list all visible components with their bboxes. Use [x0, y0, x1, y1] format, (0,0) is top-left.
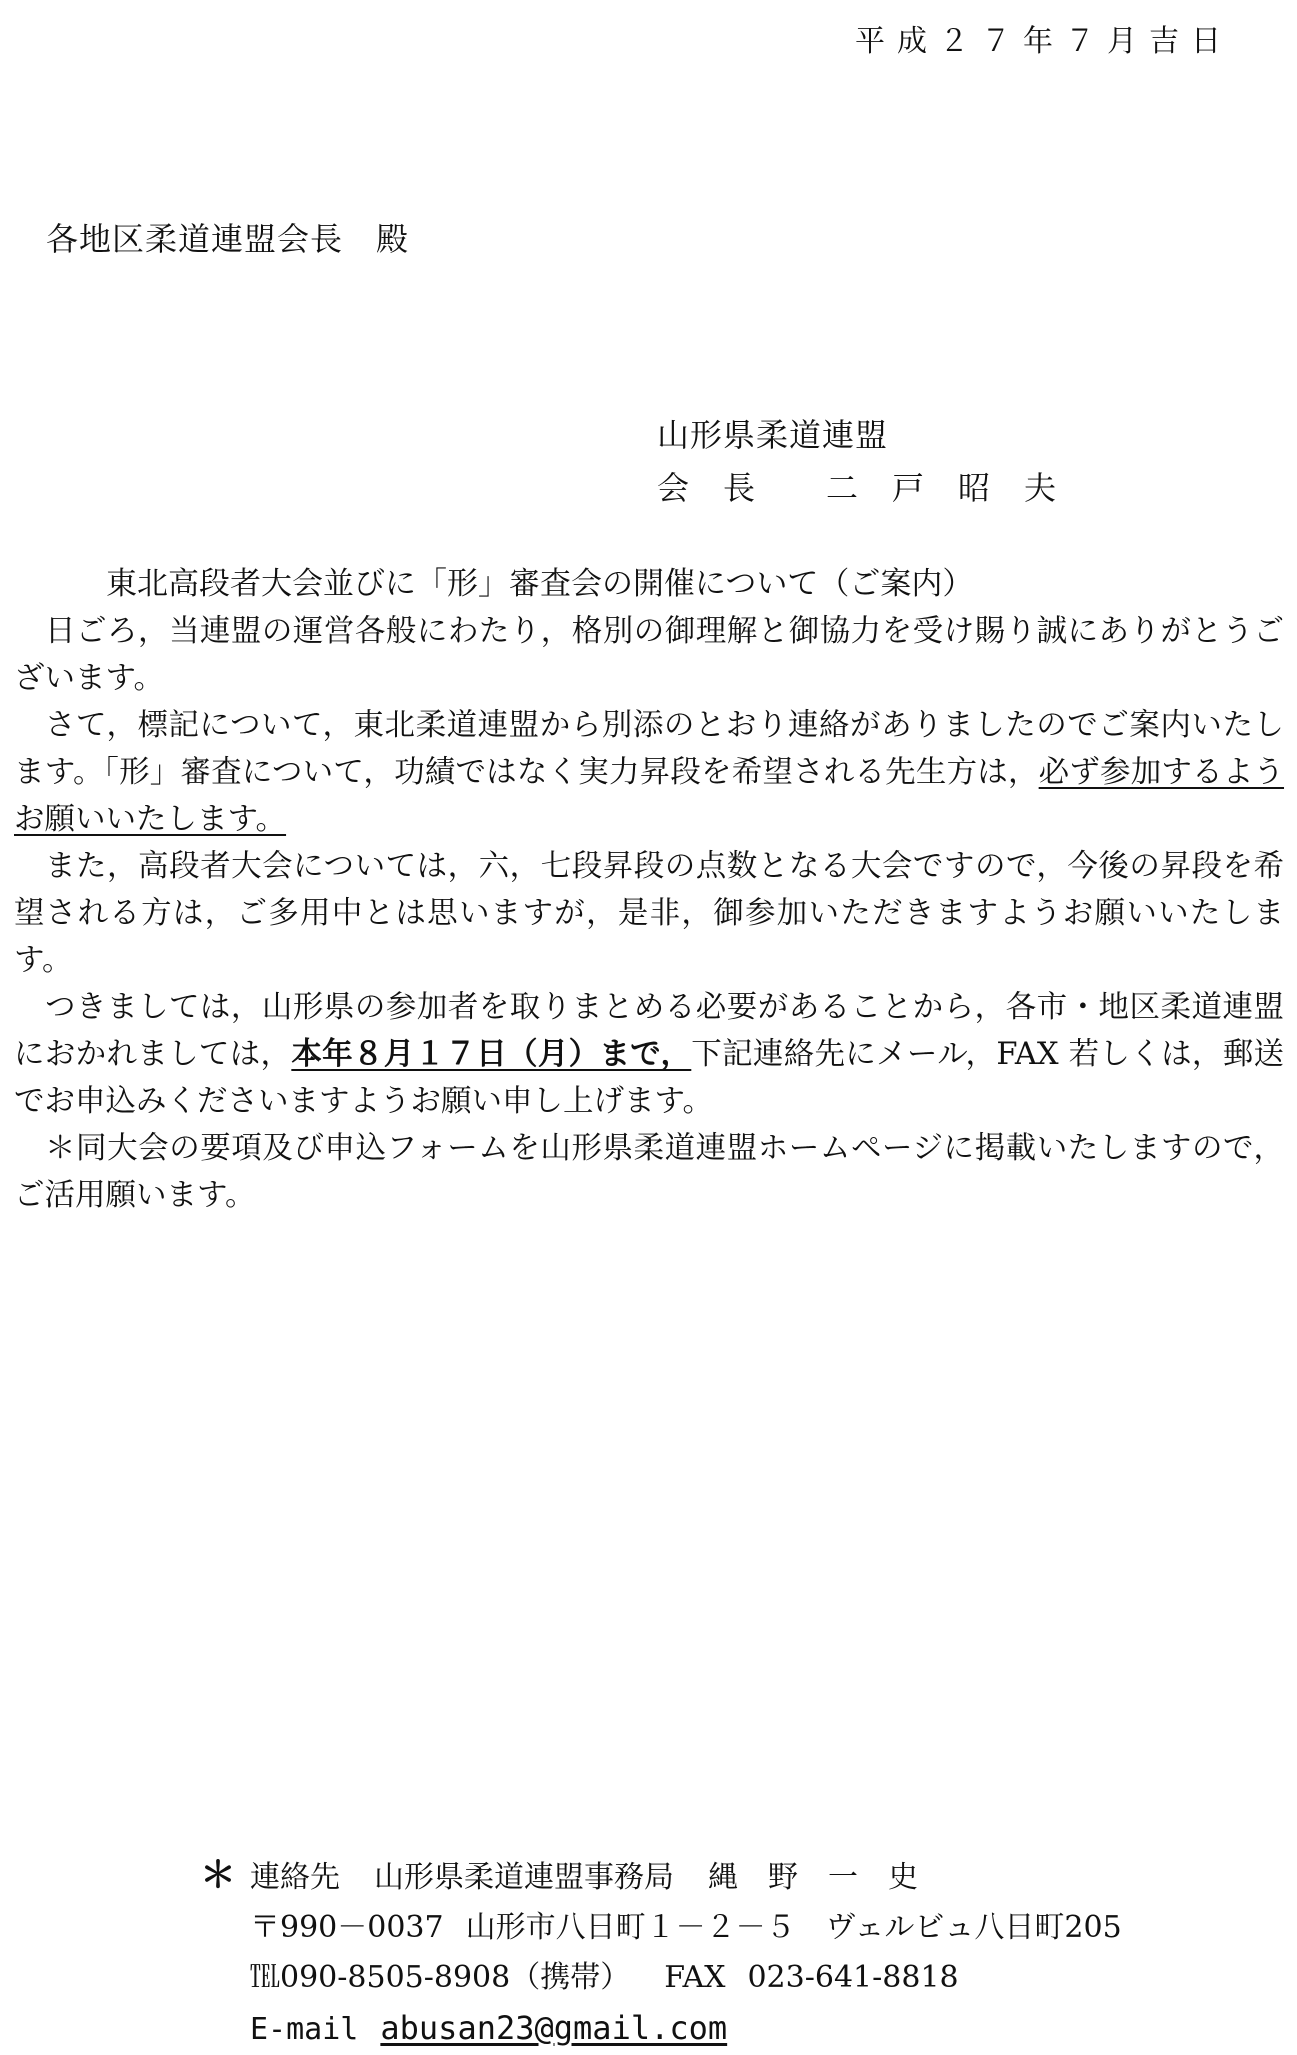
- recipient-line: 各地区柔道連盟会長 殿: [46, 220, 410, 258]
- paragraph-deadline-rest: 下記連絡先にメール，FAX 若しくは，郵送でお申込みくださいますようお願い申し上げます。: [14, 1037, 1285, 1119]
- contact-block: [200, 1850, 1122, 2055]
- email-label: E-mail: [250, 2012, 359, 2047]
- contact-postal-code: 〒990－0037: [250, 1910, 444, 1945]
- paragraph-greeting: 日ごろ，当連盟の運営各般にわたり，格別の御理解と御協力を受け賜り誠にありがとうございます。: [14, 614, 1284, 696]
- contact-header-row: [200, 1850, 1122, 1903]
- sender-organization: 山形県柔道連盟: [657, 416, 889, 454]
- sender-name: 二 戸 昭 夫: [826, 469, 1058, 507]
- contact-fax: 023‐641‐8818: [747, 1960, 959, 1995]
- sender-title: 会 長: [657, 469, 757, 507]
- contact-label: 連絡先: [250, 1860, 340, 1895]
- contact-address: 山形市八日町１－２－５ ヴェルビュ八日町205: [465, 1910, 1122, 1945]
- letter-body: [14, 608, 1284, 1219]
- paragraph-homepage-note: ＊同大会の要項及び申込フォームを山形県柔道連盟ホームページに掲載いたしますので，ご活用願います。: [14, 1131, 1284, 1213]
- paragraph-deadline: [14, 984, 1284, 1125]
- contact-email-row: [250, 2003, 1122, 2055]
- asterisk-icon: ＊: [200, 1854, 237, 1896]
- deadline-date: 本年８月１７日（月）まで，: [291, 1036, 692, 1072]
- document-date: 平成２７年７月吉日: [855, 24, 1233, 59]
- contact-person: 縄 野 一 史: [708, 1860, 918, 1895]
- paragraph-tournament: また，高段者大会については，六，七段昇段の点数となる大会ですので，今後の昇段を希望される方は，ご多用中とは思いますが，是非，御参加いただきますようお願いいたします。: [14, 849, 1284, 978]
- fax-label: FAX: [664, 1960, 726, 1995]
- tel-icon: ℡: [250, 1960, 280, 1995]
- paragraph-deadline-text: つきましては，山形県の参加者を取りまとめる必要があることから，各市・地区柔道連盟におかれましては，: [14, 990, 1284, 1072]
- contact-tel: 090‐8505‐8908（携帯）: [280, 1960, 631, 1995]
- contact-phone-row: [250, 1953, 1122, 2003]
- contact-email-link[interactable]: abusan23@gmail.com: [380, 2009, 728, 2047]
- underlined-request: 必ず参加するようお願いいたします。: [14, 755, 1285, 837]
- contact-address-row: [250, 1903, 1122, 1953]
- sender-block: [657, 463, 1057, 509]
- paragraph-kata-text: さて，標記について，東北柔道連盟から別添のとおり連絡がありましたのでご案内いたします。「形」審査について，功績ではなく実力昇段を希望される先生方は，: [14, 708, 1284, 790]
- contact-office: 山形県柔道連盟事務局: [374, 1860, 674, 1895]
- paragraph-kata-exam: [14, 702, 1284, 843]
- document-subject: 東北高段者大会並びに「形」審査会の開催について（ご案内）: [106, 566, 974, 602]
